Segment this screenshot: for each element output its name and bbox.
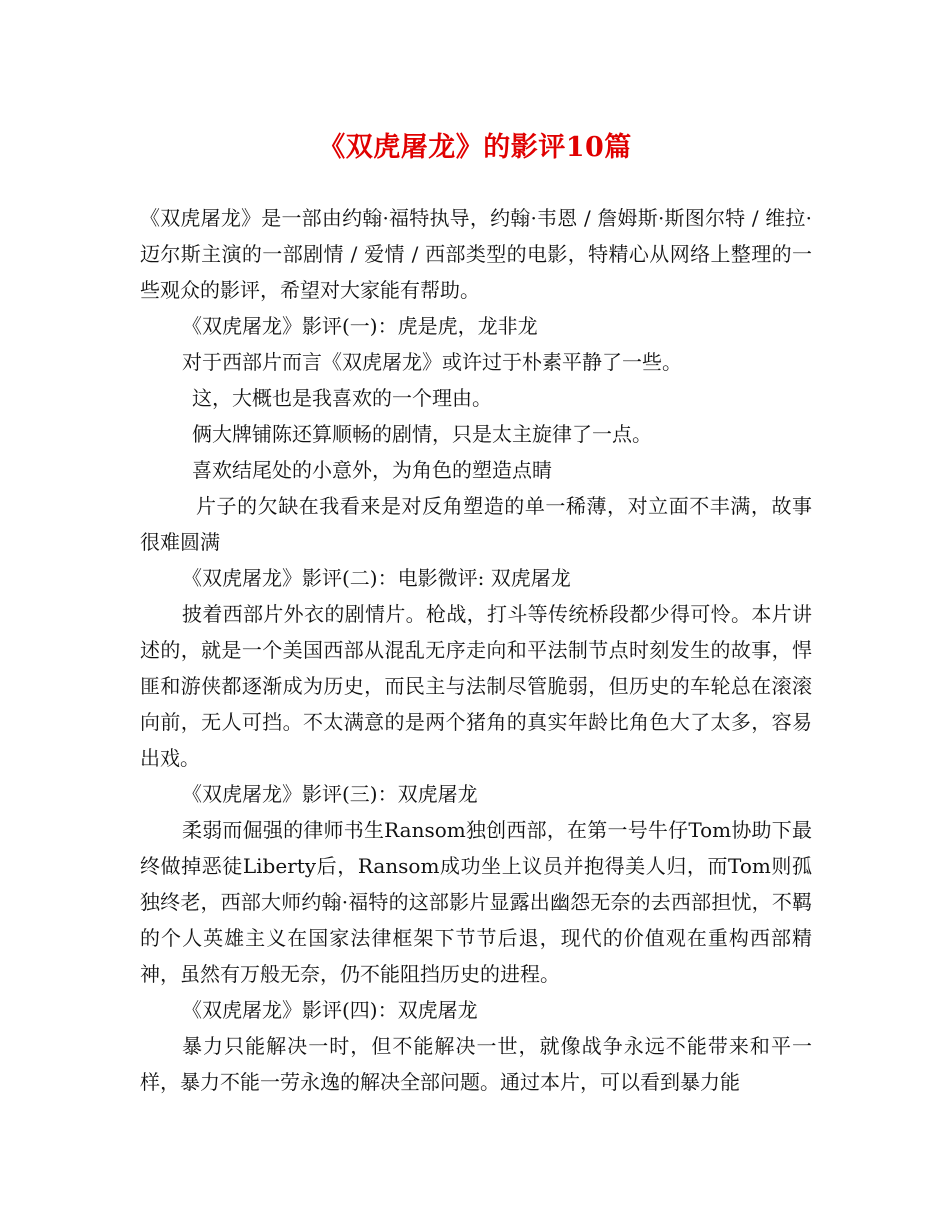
- review-heading-3: 《双虎屠龙》影评(三)：双虎屠龙: [182, 782, 478, 806]
- review-4-body: 暴力只能解决一时，但不能解决一世，就像战争永远不能带来和平一样，暴力不能一劳永逸的解决全部问题。通过本片，可以看到暴力能: [140, 1034, 812, 1094]
- review-1-line-3: 俩大牌铺陈还算顺畅的剧情，只是太主旋律了一点。: [192, 422, 652, 446]
- review-heading-4: 《双虎屠龙》影评(四)：双虎屠龙: [182, 998, 478, 1022]
- review-heading-2: 《双虎屠龙》影评(二)：电影微评: 双虎屠龙: [182, 566, 571, 590]
- review-1-line-2: 这，大概也是我喜欢的一个理由。: [192, 386, 492, 410]
- review-1-line-1: 对于西部片而言《双虎屠龙》或许过于朴素平静了一些。: [182, 350, 682, 374]
- review-heading-1: 《双虎屠龙》影评(一)：虎是虎，龙非龙: [182, 314, 538, 338]
- review-1-line-5: 片子的欠缺在我看来是对反角塑造的单一稀薄，对立面不丰满，故事很难圆满: [140, 494, 812, 554]
- review-1-line-4: 喜欢结尾处的小意外，为角色的塑造点睛: [192, 458, 552, 482]
- intro-paragraph: 《双虎屠龙》是一部由约翰·福特执导，约翰·韦恩 / 詹姆斯·斯图尔特 / 维拉·迈尔斯主演的一部剧情 / 爱情 / 西部类型的电影，特精心从网络上整理的一些观众的影评，希望对大家能有帮助。: [140, 206, 812, 302]
- review-2-body: 披着西部片外衣的剧情片。枪战，打斗等传统桥段都少得可怜。本片讲述的，就是一个美国西部从混乱无序走向和平法制节点时刻发生的故事，悍匪和游侠都逐渐成为历史，而民主与法制尽管脆弱，但历史的车轮总在滚滚向前，无人可挡。不太满意的是两个猪角的真实年龄比角色大了太多，容易出戏。: [140, 602, 812, 770]
- document-title: 《双虎屠龙》的影评10篇: [318, 132, 632, 163]
- review-3-body: 柔弱而倔强的律师书生Ransom独创西部，在第一号牛仔Tom协助下最终做掉恶徒Liberty后，Ransom成功坐上议员并抱得美人归，而Tom则孤独终老，西部大师约翰·福特的这部影片显露出幽怨无奈的去西部担忧，不羁的个人英雄主义在国家法律框架下节节后退，现代的价值观在重构西部精神，虽然有万般无奈，仍不能阻挡历史的进程。: [140, 818, 812, 986]
- document-body: [140, 200, 812, 1100]
